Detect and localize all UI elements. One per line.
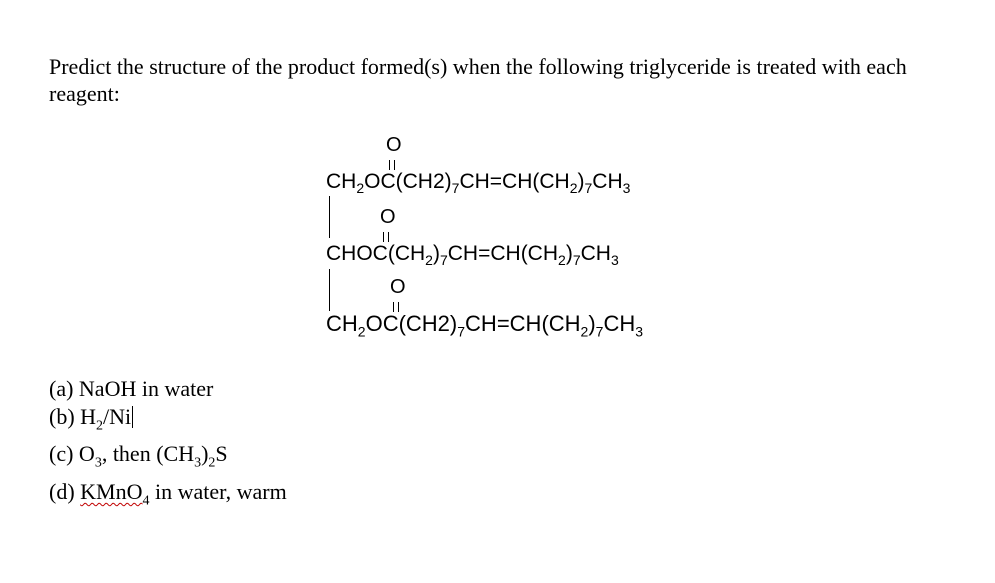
row2-chain-a-sub: 2 — [425, 252, 433, 269]
reagent-d — [49, 478, 287, 515]
row1-chain-a-sub: 7 — [451, 180, 460, 197]
backbone-bond-2 — [329, 269, 330, 311]
ester-row-1 — [326, 170, 631, 197]
ester-row-3 — [326, 311, 644, 340]
row3-end: CH — [603, 311, 636, 336]
row3-mid-sub: 2 — [580, 323, 589, 340]
backbone-bond-1 — [329, 196, 330, 238]
reagent-c — [49, 440, 287, 477]
carbonyl-oxygen-2: O — [380, 206, 396, 228]
double-bond-2 — [383, 232, 389, 242]
row2-chain-a: (CH — [387, 242, 426, 265]
row1-ch-sub: 2 — [356, 180, 365, 197]
row2-chain-a-close: ) — [432, 242, 440, 265]
row2-mid: CH=CH(CH — [447, 242, 559, 265]
row3-chain-a: (CH2) — [398, 311, 458, 336]
reagent-c-prefix: (c) O — [49, 441, 95, 467]
row3-chain-b-sub: 7 — [595, 323, 604, 340]
row1-mid: CH=CH(CH — [459, 170, 570, 193]
row3-mid: CH=CH(CH — [465, 311, 581, 336]
reagent-d-suffix: in water, warm — [149, 478, 287, 504]
carbonyl-oxygen-1: O — [386, 134, 402, 156]
reagent-c-middle: , then (CH — [101, 441, 195, 467]
question-text: Predict the structure of the product formed(s) when the following triglyceride is treated with each reagent: — [49, 54, 907, 106]
reagent-b-prefix: (b) H — [49, 404, 97, 429]
reagent-c-sub2: 3 — [194, 455, 202, 471]
text-cursor — [132, 406, 133, 428]
reagent-b — [49, 403, 287, 440]
row2-cho: CHOC — [326, 242, 388, 265]
reagent-c-close: ) — [201, 441, 209, 467]
reagent-list — [49, 375, 287, 515]
reagent-c-suffix: S — [215, 441, 228, 467]
reagent-b-suffix: /Ni — [103, 404, 132, 429]
row3-chain-a-sub: 7 — [457, 323, 466, 340]
row2-chain-b-sub: 7 — [572, 252, 581, 269]
row2-mid-sub: 2 — [558, 252, 566, 269]
triglyceride-structure — [300, 130, 720, 350]
row3-end-sub: 3 — [635, 323, 644, 340]
reagent-d-formula: KMnO — [80, 478, 143, 504]
row3-ch-sub: 2 — [357, 323, 366, 340]
row2-chain-a-close-sub: 7 — [439, 252, 448, 269]
row2-chain-b: ) — [565, 242, 573, 265]
row2-end: CH — [580, 242, 611, 265]
row1-ester: OC — [364, 170, 396, 193]
row1-ch: CH — [326, 170, 357, 193]
row1-mid-sub: 2 — [569, 180, 578, 197]
reagent-b-sub: 2 — [96, 418, 104, 434]
row1-end-sub: 3 — [622, 180, 631, 197]
row3-ch: CH — [326, 311, 358, 336]
row1-chain-b-sub: 7 — [584, 180, 593, 197]
reagent-a-text: (a) NaOH in water — [49, 376, 214, 401]
ester-row-2 — [326, 242, 619, 269]
reagent-c-sub1: 3 — [94, 455, 102, 471]
row1-chain-b: ) — [577, 170, 585, 193]
double-bond-1 — [389, 160, 395, 170]
reagent-d-sub: 4 — [142, 493, 150, 509]
carbonyl-oxygen-3: O — [390, 276, 406, 298]
row3-chain-b: ) — [588, 311, 596, 336]
spellcheck-flagged-word — [80, 478, 150, 509]
reagent-c-sub3: 2 — [208, 455, 216, 471]
row1-chain-a: (CH2) — [395, 170, 452, 193]
row1-end: CH — [592, 170, 623, 193]
reagent-d-prefix: (d) — [49, 478, 81, 504]
reagent-a — [49, 375, 287, 403]
row2-end-sub: 3 — [610, 252, 619, 269]
row3-ester: OC — [365, 311, 399, 336]
